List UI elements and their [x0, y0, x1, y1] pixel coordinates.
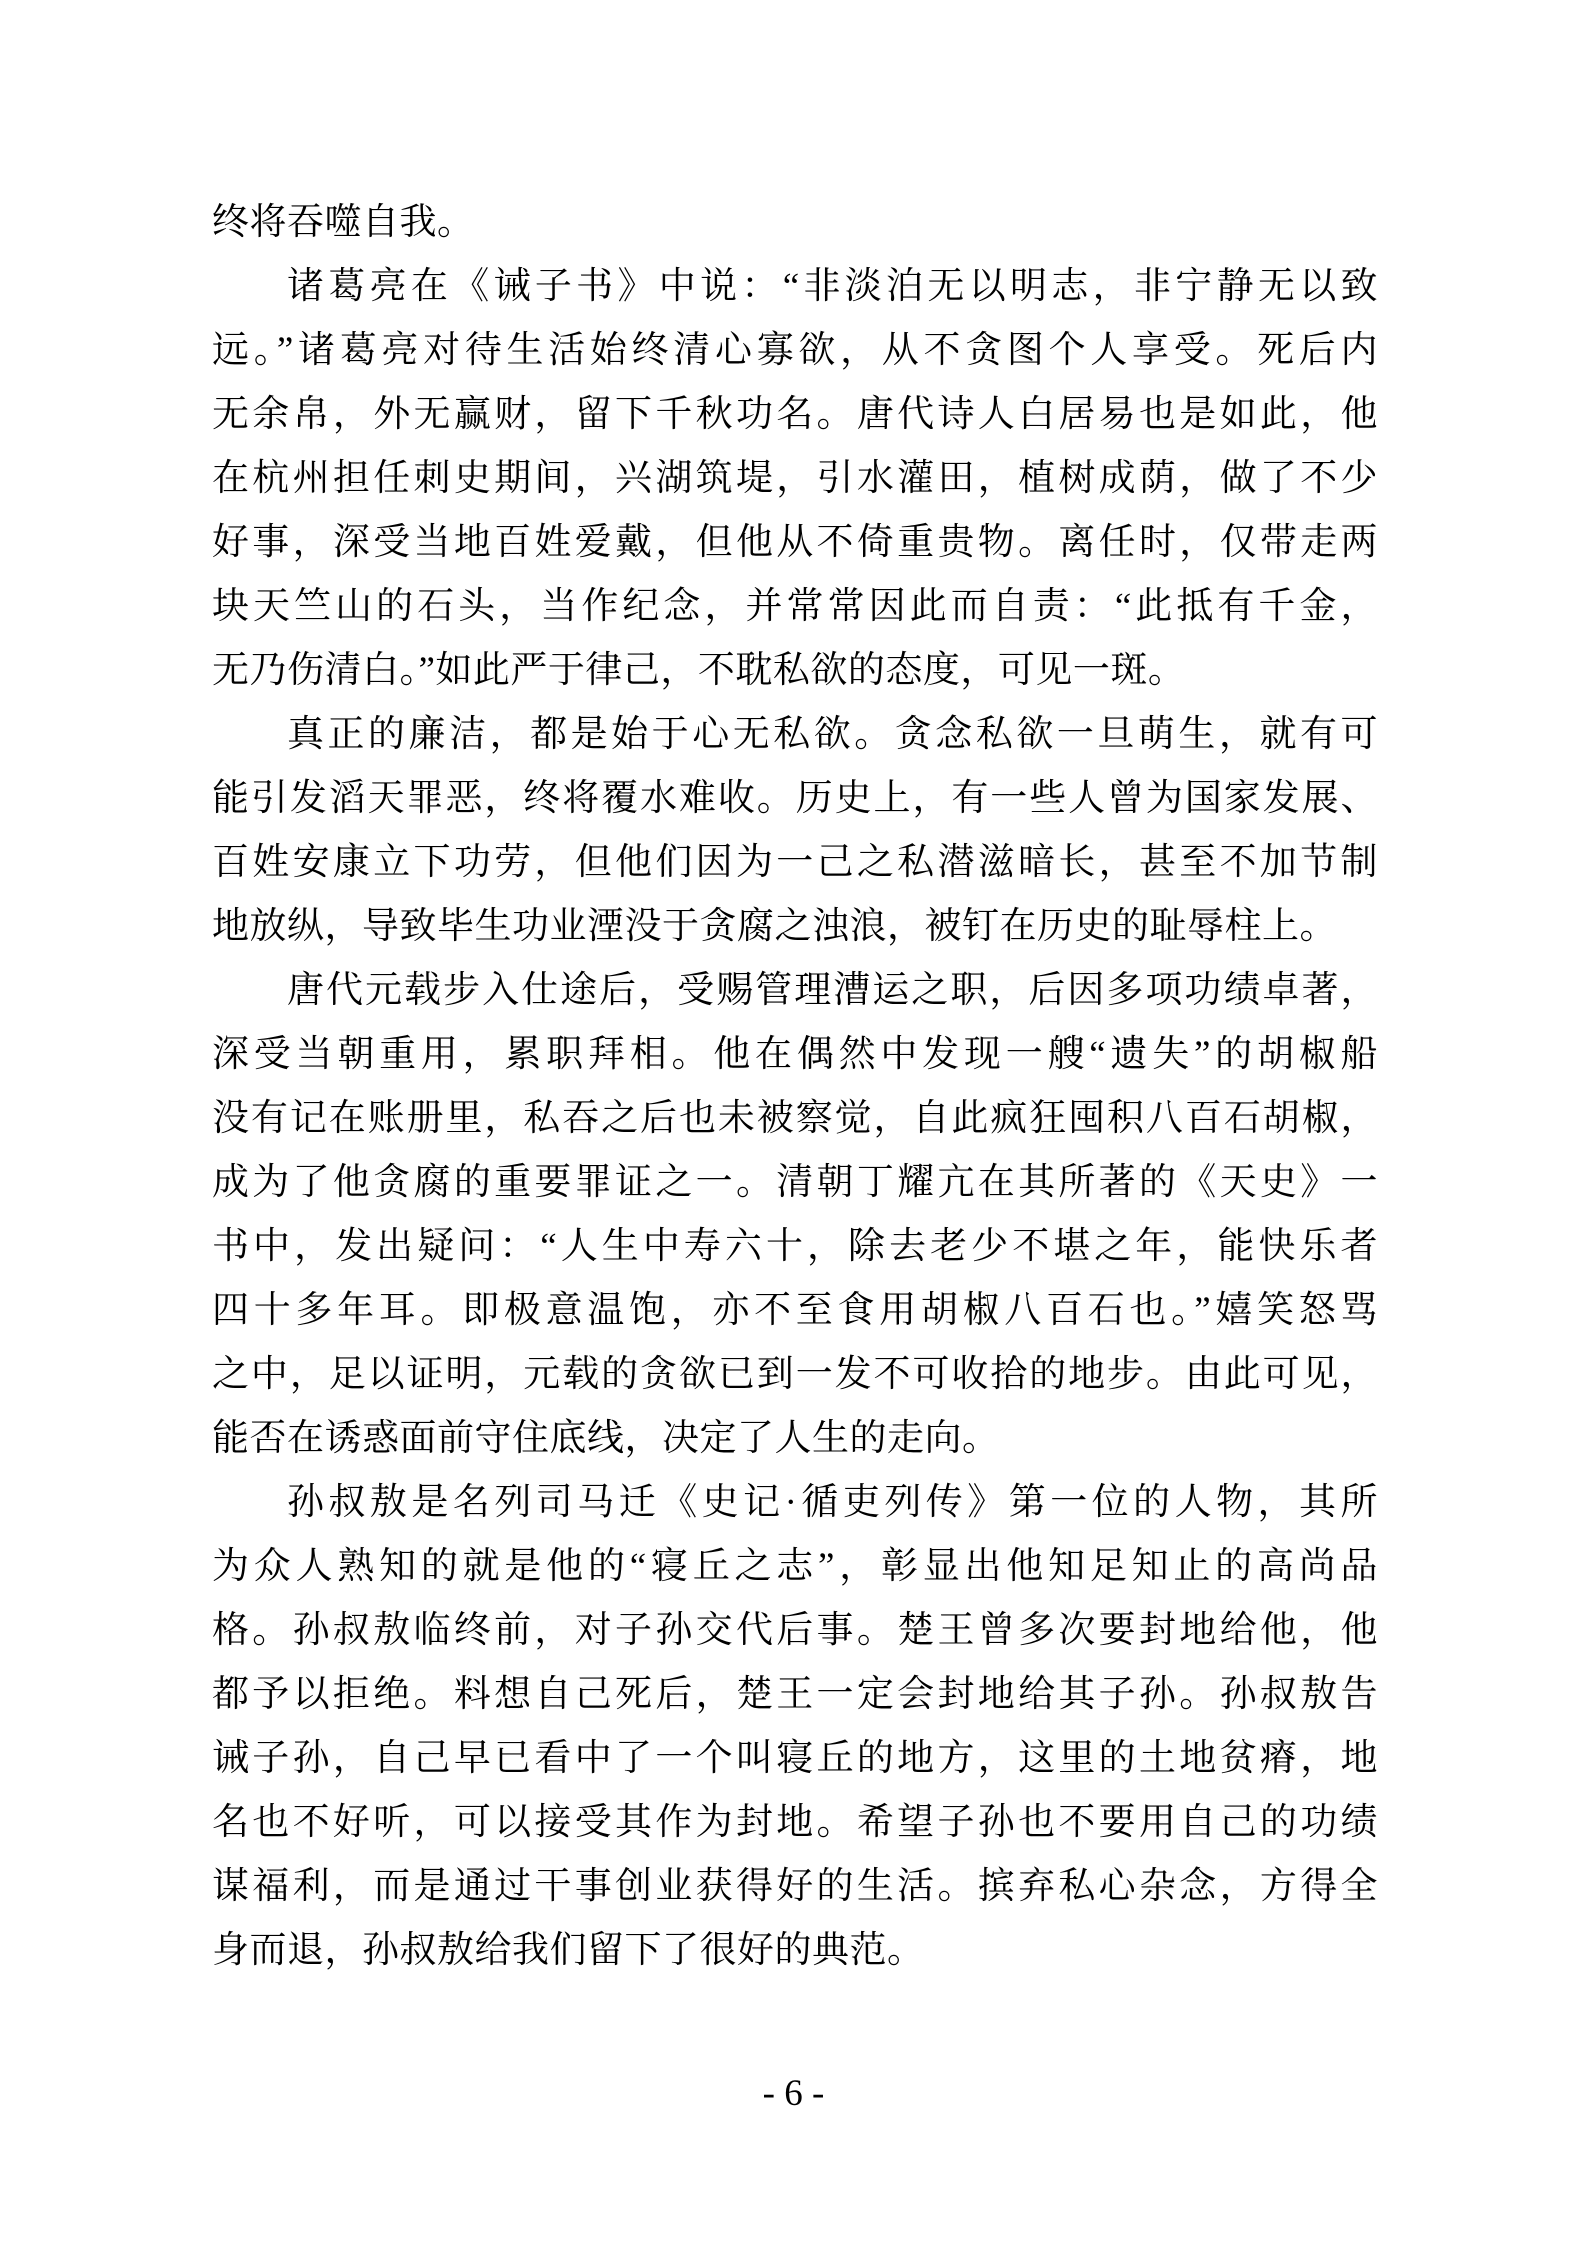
- text-line: 深受当朝重用，累职拜相。他在偶然中发现一艘“遗失”的胡椒船: [212, 1034, 1378, 1075]
- text-line: 百姓安康立下功劳，但他们因为一己之私潜滋暗长，甚至不加节制: [212, 842, 1378, 883]
- text-line: 都予以拒绝。料想自己死后，楚王一定会封地给其子孙。孙叔敖告: [212, 1674, 1378, 1715]
- text-line: 能引发滔天罪恶，终将覆水难收。历史上，有一些人曾为国家发展、: [212, 778, 1378, 819]
- text-line: 诸葛亮在《诫子书》中说：“非淡泊无以明志，非宁静无以致: [287, 266, 1378, 307]
- paragraph: [212, 703, 1378, 959]
- text-line: 诫子孙，自己早已看中了一个叫寝丘的地方，这里的土地贫瘠，地: [212, 1738, 1378, 1779]
- text-line: 书中，发出疑问：“人生中寿六十，除去老少不堪之年，能快乐者: [212, 1226, 1378, 1267]
- text-line: 格。孙叔敖临终前，对子孙交代后事。楚王曾多次要封地给他，他: [212, 1610, 1378, 1651]
- paragraph: [212, 255, 1378, 703]
- text-line: 能否在诱惑面前守住底线，决定了人生的走向。: [212, 1418, 1000, 1459]
- text-line: 身而退，孙叔敖给我们留下了很好的典范。: [212, 1930, 925, 1971]
- paragraph: [212, 959, 1378, 1471]
- text-line: 谋福利，而是通过干事创业获得好的生活。摈弃私心杂念，方得全: [212, 1866, 1378, 1907]
- text-line: 之中，足以证明，元载的贪欲已到一发不可收拾的地步。由此可见，: [212, 1354, 1378, 1395]
- text-line: 无余帛，外无赢财，留下千秋功名。唐代诗人白居易也是如此，他: [212, 394, 1378, 435]
- text-line: 为众人熟知的就是他的“寝丘之志”，彰显出他知足知止的高尚品: [212, 1546, 1378, 1587]
- text-line: 好事，深受当地百姓爱戴，但他从不倚重贵物。离任时，仅带走两: [212, 522, 1378, 563]
- text-line: 远。”诸葛亮对待生活始终清心寡欲，从不贪图个人享受。死后内: [212, 330, 1378, 371]
- text-line: 没有记在账册里，私吞之后也未被察觉，自此疯狂囤积八百石胡椒，: [212, 1098, 1378, 1139]
- text-line: 成为了他贪腐的重要罪证之一。清朝丁耀亢在其所著的《天史》一: [212, 1162, 1378, 1203]
- text-line: 真正的廉洁，都是始于心无私欲。贪念私欲一旦萌生，就有可: [287, 714, 1378, 755]
- text-line: 孙叔敖是名列司马迁《史记·循吏列传》第一位的人物，其所: [287, 1482, 1378, 1523]
- text-line: 唐代元载步入仕途后，受赐管理漕运之职，后因多项功绩卓著，: [287, 970, 1378, 1011]
- text-line: 块天竺山的石头，当作纪念，并常常因此而自责：“此抵有千金，: [212, 586, 1378, 627]
- page-number: - 6 -: [762, 2073, 825, 2114]
- text-line: 在杭州担任刺史期间，兴湖筑堤，引水灌田，植树成荫，做了不少: [212, 458, 1378, 499]
- text-line: 名也不好听，可以接受其作为封地。希望子孙也不要用自己的功绩: [212, 1802, 1378, 1843]
- text-line: 终将吞噬自我。: [212, 202, 475, 243]
- text-line: 无乃伤清白。”如此严于律己，不耽私欲的态度，可见一斑。: [212, 650, 1186, 691]
- page-footer: [0, 2072, 1587, 2116]
- text-line: 四十多年耳。即极意温饱，亦不至食用胡椒八百石也。”嬉笑怒骂: [212, 1290, 1378, 1331]
- text-line: 地放纵，导致毕生功业湮没于贪腐之浊浪，被钉在历史的耻辱柱上。: [212, 906, 1337, 947]
- document-body: [212, 191, 1378, 1983]
- paragraph: [212, 191, 1378, 255]
- paragraph: [212, 1471, 1378, 1983]
